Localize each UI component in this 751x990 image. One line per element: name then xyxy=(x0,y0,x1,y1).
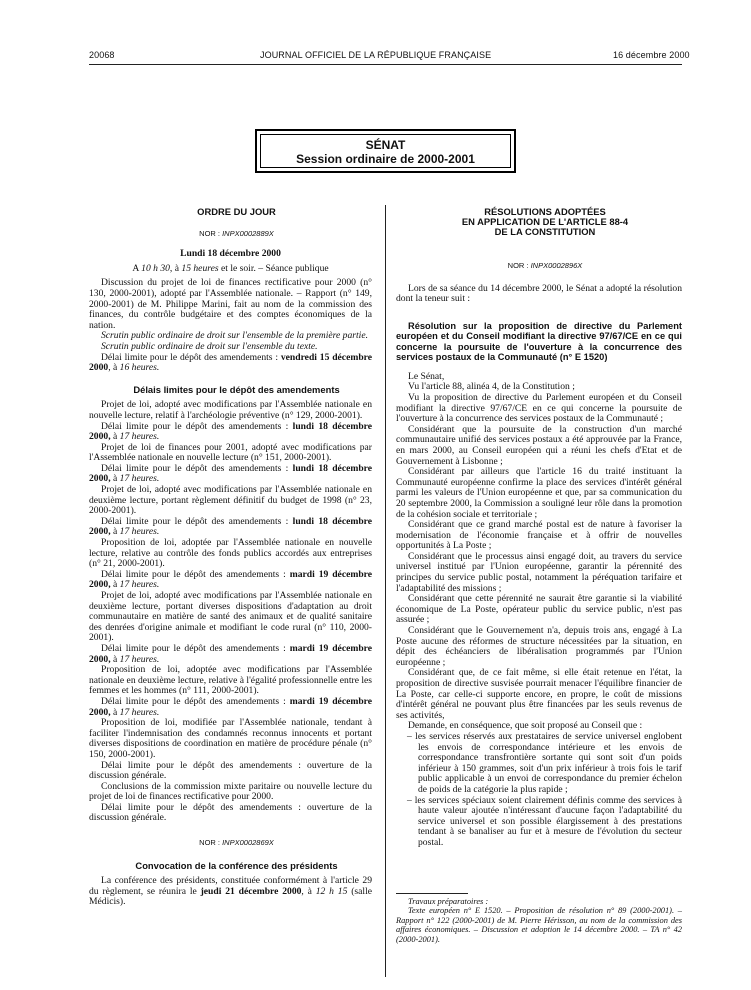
considerant-4: Considérant que le processus ainsi engagé doit, au travers du service universel institué par l'Union européenne, garantir la pérennité des principes du service public postal, notamment la péréquation tarifaire et l'adaptabilité des missions ; xyxy=(396,550,682,594)
bill-archeologie: Projet de loi, adopté avec modifications par l'Assemblée nationale en nouvelle lecture, relatif à l'archéologie préventive (n° 129, 2000-2001). xyxy=(89,399,372,421)
considerant-7: Considérant que, de ce fait même, si elle était retenue en l'état, la proposition de directive susvisée pourrait menacer l'équilibre financier de La Poste, car celle-ci supporte encore, en propre, le coût de missions d'intérêt général ne pouvant plus être financées par les seuls revenus de ses activités, xyxy=(396,667,682,721)
title-box xyxy=(255,129,516,173)
scrutin-first-part: Scrutin public ordinaire de droit sur l'ensemble de la première partie. xyxy=(101,330,368,342)
journal-title: JOURNAL OFFICIEL DE LA RÉPUBLIQUE FRANÇAISE xyxy=(260,50,492,60)
considerant-3: Considérant que ce grand marché postal est de nature à favoriser la modernisation de l'économie française et à offrir de nouvelles opportunités à La Poste ; xyxy=(396,519,682,552)
resolutions-title-3: DE LA CONSTITUTION xyxy=(494,226,596,237)
vu-constitution: Vu l'article 88, alinéa 4, de la Constitution ; xyxy=(408,381,575,393)
resolutions-title-2: EN APPLICATION DE L'ARTICLE 88-4 xyxy=(461,216,629,227)
deadline-sante-animaux: Délai limite pour le dépôt des amendements : mardi 19 décembre 2000, à 17 heures. xyxy=(89,642,373,665)
deadline-budget-1998: Délai limite pour le dépôt des amendements : lundi 18 décembre 2000, à 17 heures. xyxy=(89,515,373,538)
bill-budget-1998: Projet de loi, adopté avec modifications par l'Assemblée nationale en deuxième lecture, portant règlement définitif du budget de 1998 (n° 23, 2000-2001). xyxy=(89,484,372,517)
senat-title: SÉNAT xyxy=(365,138,406,152)
demande-item-2: – les services spéciaux soient clairement définis comme des services à haute valeur ajoutée n'intéressant d'aucune façon l'adaptabilité du service universel et son possible élargissement à des prestations tendant à se banaliser au fur et à mesure de l'évolution du secteur postal. xyxy=(407,794,682,848)
le-senat: Le Sénat, xyxy=(408,370,445,382)
deadline-archeologie: Délai limite pour le dépôt des amendements : lundi 18 décembre 2000, à 17 heures. xyxy=(89,420,373,443)
issue-date: 16 décembre 2000 xyxy=(613,50,690,60)
vu-proposition: Vu la proposition de directive du Parlement européen et du Conseil modifiant la directive 97/67/CE en ce qui concerne la poursuite de l'ouverture à la concurrence des services postaux de la Communauté ; xyxy=(396,391,682,425)
demande: Demande, en conséquence, que soit proposé au Conseil que : xyxy=(408,720,643,732)
day-heading: Lundi 18 décembre 2000 xyxy=(180,248,281,260)
nor-reference: NOR : INPX0002889X xyxy=(199,228,274,238)
nor-reference-3: NOR : INPX0002896X xyxy=(507,261,583,270)
deadline-fonds-publics: Délai limite pour le dépôt des amendements : mardi 19 décembre 2000, à 17 heures. xyxy=(89,568,373,591)
discussion-paragraph: Discussion du projet de loi de finances rectificative pour 2000 (n° 130, 2000-2001), adopté par l'Assemblée nationale. – Rapport (n° 149, 2000-2001) de M. Philippe Marini, fait au nom de la commission des finances, du contrôle budgétaire et des comptes économiques de la nation. xyxy=(89,277,372,331)
resolution-intro: Lors de sa séance du 14 décembre 2000, le Sénat a adopté la résolution dont la teneur suit : xyxy=(396,282,682,305)
footnote-title: Travaux préparatoires : xyxy=(408,896,489,906)
footnote-text: Texte européen n° E 1520. – Proposition de résolution n° 89 (2000-2001). – Rapport n° 122 (2000-2001) de M. Pierre Hérisson, au nom de la commission des affaires économiques. – Discussion et adoption le 14 décembre 2000. – TA n° 42 (2000-2001). xyxy=(396,906,682,944)
bill-finances-2001: Projet de loi de finances pour 2001, adopté avec modifications par l'Assemblée nationale en nouvelle lecture (n° 151, 2000-2001). xyxy=(89,441,372,464)
bill-sante-animaux: Projet de loi, adopté avec modifications par l'Assemblée nationale en deuxième lecture, portant diverses dispositions d'adaptation au droit communautaire en matière de santé des animaux et de qualité sanitaire des denrées d'origine animale et modifiant le code rural (n° 110, 2000-2001). xyxy=(89,590,372,644)
nor-reference-2: NOR : INPX0002869X xyxy=(199,838,274,848)
considerant-1: Considérant que la poursuite de la construction d'un marché communautaire unifié des services postaux a été approuvée par la France, en mars 2000, au Conseil européen qui a réuni les chefs d'Etat et de Gouvernement à Lisbonne ; xyxy=(396,423,682,467)
bill-indemnisation: Proposition de loi, modifiée par l'Assemblée nationale, tendant à faciliter l'indemnisation des condamnés reconnus innocents et portant diverses dispositions de coordination en matière de procédure pénale (n° 150, 2000-2001). xyxy=(89,717,372,760)
considerant-2: Considérant par ailleurs que l'article 16 du traité instituant la Communauté européenne confirme la place des services d'intérêt général parmi les valeurs de l'Union européenne et que, par sa communication du 20 septembre 2000, la Commission a souligné leur rôle dans la promotion de la cohésion sociale et territoriale ; xyxy=(396,466,682,520)
header-rule xyxy=(89,64,682,65)
footnote-rule xyxy=(396,893,468,894)
deadline-egalite-professionnelle: Délai limite pour le dépôt des amendements : mardi 19 décembre 2000, à 17 heures. xyxy=(89,695,373,718)
deadline-cmp: Délai limite pour le dépôt des amendements : ouverture de la discussion générale. xyxy=(89,801,372,824)
right-column xyxy=(396,205,682,944)
column-divider xyxy=(385,205,386,977)
bill-fonds-publics: Proposition de loi, adoptée par l'Assemblée nationale en nouvelle lecture, relative au contrôle des fonds publics accordés aux entreprises (n° 21, 2000-2001). xyxy=(89,537,372,570)
conference-paragraph: La conférence des présidents, constituée conformément à l'article 29 du règlement, se réunira le jeudi 21 décembre 2000, à 12 h 15 (salle Médicis). xyxy=(89,875,373,908)
ordre-du-jour-title: ORDRE DU JOUR xyxy=(197,206,276,217)
resolution-heading: Résolution sur la proposition de directive du Parlement européen et du Conseil modifiant la directive 97/67/CE en ce qui concerne la poursuite de l'ouverture à la concurrence des services postaux de la Communauté (n° E 1520) xyxy=(396,320,682,363)
demande-item-1: – les services réservés aux prestataires de service universel englobent les envois de correspondance intérieure et les envois de correspondance transfrontière sortante qui sont soit d'un poids inférieur à 150 grammes, soit d'un prix inférieur à trois fois le tarif public applicable à un envoi de correspondance du premier échelon de poids de la catégorie la plus rapide ; xyxy=(407,730,682,795)
session-title: Session ordinaire de 2000-2001 xyxy=(296,152,475,166)
deadline-finances-2001: Délai limite pour le dépôt des amendements : lundi 18 décembre 2000, à 17 heures. xyxy=(89,462,373,485)
bill-egalite-professionnelle: Proposition de loi, adoptée avec modifications par l'Assemblée nationale en deuxième lecture, relative à l'égalité professionnelle entre les femmes et les hommes (n° 111, 2000-2001). xyxy=(89,664,373,697)
considerant-5: Considérant que cette pérennité ne saurait être garantie si la viabilité économique de La Poste, opérateur public du service public, n'est pas assurée ; xyxy=(396,593,682,626)
deadlines-heading: Délais limites pour le dépôt des amendements xyxy=(133,383,340,395)
seance-line: A 10 h 30, à 15 heures et le soir. – Séance publique xyxy=(132,262,329,274)
left-column xyxy=(89,205,372,908)
considerant-6: Considérant que le Gouvernement n'a, depuis trois ans, engagé à La Poste aucune des réformes de structure nécessitées par la situation, en dépit des échéanciers de libéralisation programmés par l'Union européenne ; xyxy=(396,625,682,668)
conference-heading: Convocation de la conférence des présidents xyxy=(135,859,338,871)
deadline-indemnisation: Délai limite pour le dépôt des amendements : ouverture de la discussion générale. xyxy=(89,759,372,782)
deadline-paragraph: Délai limite pour le dépôt des amendements : vendredi 15 décembre 2000, à 16 heures. xyxy=(89,351,372,374)
resolutions-title-1: RÉSOLUTIONS ADOPTÉES xyxy=(484,206,606,217)
cmp-conclusions: Conclusions de la commission mixte paritaire ou nouvelle lecture du projet de loi de finances rectificative pour 2000. xyxy=(89,780,372,803)
scrutin-whole-text: Scrutin public ordinaire de droit sur l'ensemble du texte. xyxy=(101,340,318,352)
page-number: 20068 xyxy=(89,50,115,60)
